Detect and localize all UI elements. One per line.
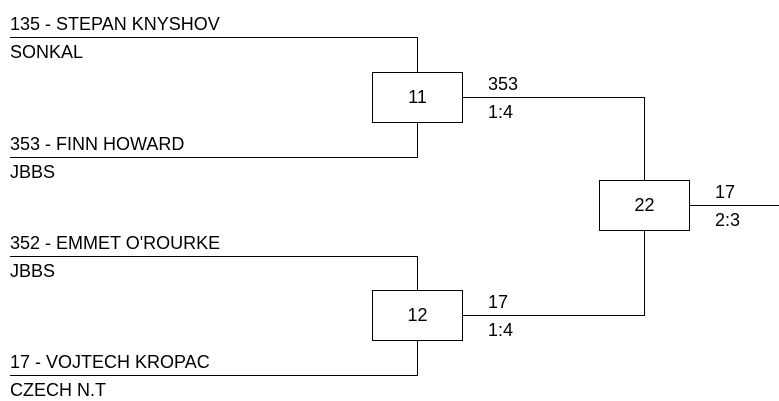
match-11-winner: 353 [488, 74, 519, 94]
player-2-club: JBBS [10, 162, 56, 182]
match-box-11: 11 [372, 72, 463, 123]
player-4-club: CZECH N.T [10, 380, 106, 400]
match-11-score: 1:4 [488, 102, 514, 122]
match-box-22: 22 [599, 180, 690, 231]
match-12-score: 1:4 [488, 320, 514, 340]
player-4-line [10, 375, 417, 376]
player-2-line [10, 157, 417, 158]
match-22-score: 2:3 [715, 210, 741, 230]
match-22-result-line [690, 205, 779, 206]
player-1-name: 135 - STEPAN KNYSHOV [10, 14, 220, 34]
player-3-club: JBBS [10, 261, 56, 281]
player-4-name: 17 - VOJTECH KROPAC [10, 352, 210, 372]
match-12-result-line [463, 315, 644, 316]
player-3-name: 352 - EMMET O'ROURKE [10, 233, 221, 253]
match-12-winner: 17 [488, 292, 509, 312]
player-1-club: SONKAL [10, 42, 84, 62]
match-box-12: 12 [372, 290, 463, 341]
player-2-name: 353 - FINN HOWARD [10, 134, 185, 154]
match-22-winner: 17 [715, 182, 736, 202]
match-11-result-line [463, 97, 644, 98]
player-1-line [10, 37, 417, 38]
player-3-line [10, 256, 417, 257]
